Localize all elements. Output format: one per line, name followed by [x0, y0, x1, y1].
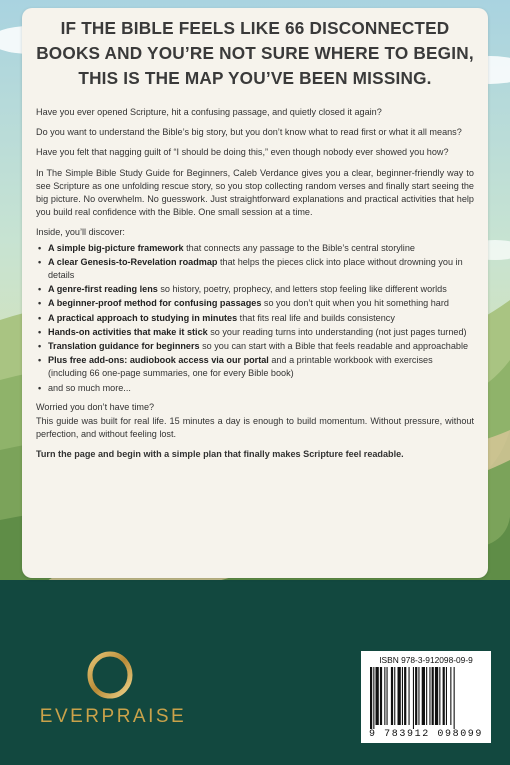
halo-ring-icon: [85, 650, 135, 700]
barcode-bar: [394, 667, 395, 725]
ean-digits: 9 783912 098099: [368, 729, 483, 740]
isbn-number: ISBN 978-3-912098-09-9: [379, 655, 473, 665]
blurb-body: [36, 106, 474, 469]
barcode-bars: [370, 667, 482, 729]
barcode-bar: [422, 667, 425, 725]
paragraph: Do you want to understand the Bible’s big story, but you don’t know what to read first or what it all means?: [36, 127, 462, 138]
barcode-bar: [387, 667, 388, 725]
barcode-bar: [454, 667, 455, 729]
barcode-bar: [409, 667, 410, 725]
list-item: • A genre-first reading lens so history, poetry, prophecy, and letters stop feeling like different worlds: [36, 283, 474, 296]
feature-list: [36, 242, 474, 395]
barcode-bar: [398, 667, 401, 725]
worry-question: Worried you don’t have time?: [36, 401, 155, 412]
worry-answer: This guide was built for real life. 15 minutes a day is enough to build momentum. Without pressure, without perfection, and without feeling lost.: [36, 416, 474, 440]
list-item: • Plus free add-ons: audiobook access via our portal and a printable workbook with exercises (including 66 one-page summaries, one for every Bible book): [36, 354, 474, 380]
paragraph: In The Simple Bible Study Guide for Beginners, Caleb Verdance gives you a clear, beginner-friendly way to see Scripture as one unfolding rescue story, so you stop collecting random verses and finally start seeing the big picture. No overwhelm. No guesswork. Just straightforward explanations and practical activities that help you build real confidence with the Bible. One small session at a time.: [36, 167, 474, 218]
barcode-bar: [415, 667, 417, 725]
list-item: • Translation guidance for beginners so you can start with a Bible that feels readable and approachable: [36, 340, 474, 353]
barcode-bar: [402, 667, 403, 725]
list-item: • A beginner-proof method for confusing passages so you don’t quit when you hit something hard: [36, 297, 474, 310]
list-item: • A clear Genesis-to-Revelation roadmap that helps the pieces click into place without drowning you in details: [36, 256, 474, 282]
barcode-bar: [384, 667, 385, 725]
paragraph: Have you ever opened Scripture, hit a confusing passage, and quietly closed it again?: [36, 107, 382, 117]
barcode-bar: [443, 667, 445, 725]
list-item: • and so much more...: [36, 382, 474, 395]
publisher-name: EVERPRAISE: [39, 706, 187, 727]
barcode-bar: [439, 667, 440, 725]
barcode-bar: [391, 667, 393, 725]
barcode-bar: [432, 667, 434, 725]
headline: IF THE BIBLE FEELS LIKE 66 DISCONNECTED BOOKS AND YOU’RE NOT SURE WHERE TO BEGIN, THIS IS THE MAP YOU’VE BEEN MISSING.: [36, 18, 474, 88]
barcode-bar: [418, 667, 419, 725]
publisher-logo: [38, 650, 188, 740]
list-intro: Inside, you’ll discover:: [36, 227, 125, 238]
barcode-bar: [435, 667, 438, 725]
list-item: • Hands-on activities that make it stick so your reading turns into understanding (not just pages turned): [36, 326, 474, 339]
barcode-bar: [376, 667, 379, 725]
list-item: • A simple big-picture framework that connects any passage to the Bible’s central storyline: [36, 242, 474, 255]
list-item: • A practical approach to studying in minutes that fits real life and builds consistency: [36, 312, 474, 325]
barcode-bar: [404, 667, 406, 725]
barcode-bar: [446, 667, 447, 725]
barcode: [361, 651, 491, 743]
barcode-bar: [426, 667, 427, 725]
barcode-bar: [380, 667, 382, 725]
barcode-bar: [429, 667, 430, 725]
barcode-bar: [370, 667, 372, 729]
call-to-action: Turn the page and begin with a simple plan that finally makes Scripture feel readable.: [36, 449, 404, 460]
barcode-bar: [450, 667, 451, 725]
barcode-bar: [373, 667, 374, 729]
barcode-bar: [413, 667, 414, 729]
paragraph: Have you felt that nagging guilt of “I should be doing this,” even though nobody ever showed you how?: [36, 147, 449, 158]
